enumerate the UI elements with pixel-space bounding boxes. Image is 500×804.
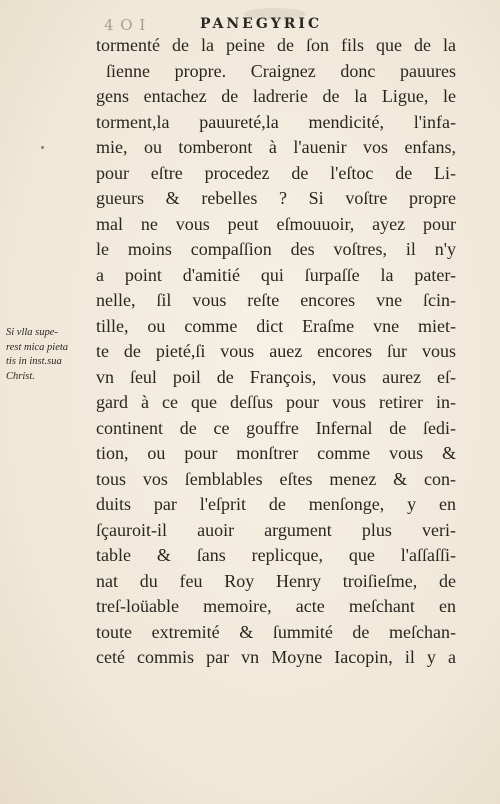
text-line: duits par l'eſprit de menſonge, y en [96, 494, 456, 514]
running-head: PANEGYRIC [200, 16, 323, 32]
text-line: torment,la pauureté,la mendicité, l'infa- [96, 111, 456, 132]
text-line: continent de ce gouffre Infernal de ſedi- [96, 417, 456, 438]
text-line: mie, ou tomberont à l'auenir vos enfans, [96, 137, 456, 157]
text-line: pour eſtre procedez de l'eſtoc de Li- [96, 162, 456, 183]
marginal-note-line: Christ. [6, 370, 35, 382]
text-line: le moins compaſſion des voſtres, il n'y [96, 239, 456, 259]
text-line: table & ſans replicque, que l'aſſaſſi- [96, 545, 456, 565]
text-line: nat du feu Roy Henry troiſieſme, de [96, 570, 456, 591]
marginal-note [6, 326, 94, 384]
text-line: tous vos ſemblables eſtes menez & con- [96, 468, 456, 489]
text-line: tormenté de la peine de ſon fils que de la [96, 35, 456, 55]
text-line: ſçauroit-il auoir argument plus veri- [96, 519, 456, 540]
text-line: te de pieté,ſi vous auez encores ſur vous [96, 341, 456, 361]
text-line: tille, ou comme dict Eraſme vne miet- [96, 315, 456, 336]
text-line: gard à ce que deſſus pour vous retirer in- [96, 392, 456, 412]
body-text [96, 33, 456, 671]
marginal-note-line: rest mica pieta [6, 341, 69, 353]
text-line: treſ-loüable memoire, acte meſchant en [96, 596, 456, 616]
page-number: 4 O I [104, 16, 147, 34]
text-line: a point d'amitié qui ſurpaſſe la pater- [96, 264, 456, 285]
text-line: ſienne propre. Craignez donc pauures [106, 60, 456, 81]
text-line: ceté commis par vn Moyne Iacopin, il y a [96, 647, 456, 667]
text-line: gueurs & rebelles ? Si voſtre propre [96, 188, 456, 208]
text-line: vn ſeul poil de François, vous aurez eſ- [96, 366, 456, 387]
marginal-note-line: tis in inst.sua [6, 356, 62, 367]
text-line: mal ne vous peut eſmouuoir, ayez pour [96, 213, 456, 234]
margin-mark [41, 146, 44, 149]
text-line: nelle, ſil vous reſte encores vne ſcin- [96, 290, 456, 310]
marginal-note-line: Si vlla supe- [6, 327, 58, 338]
text-line: tion, ou pour monſtrer comme vous & [96, 443, 456, 463]
text-line: toute extremité & ſummité de meſchan- [96, 621, 456, 642]
text-line: gens entachez de ladrerie de la Ligue, le [96, 86, 456, 106]
